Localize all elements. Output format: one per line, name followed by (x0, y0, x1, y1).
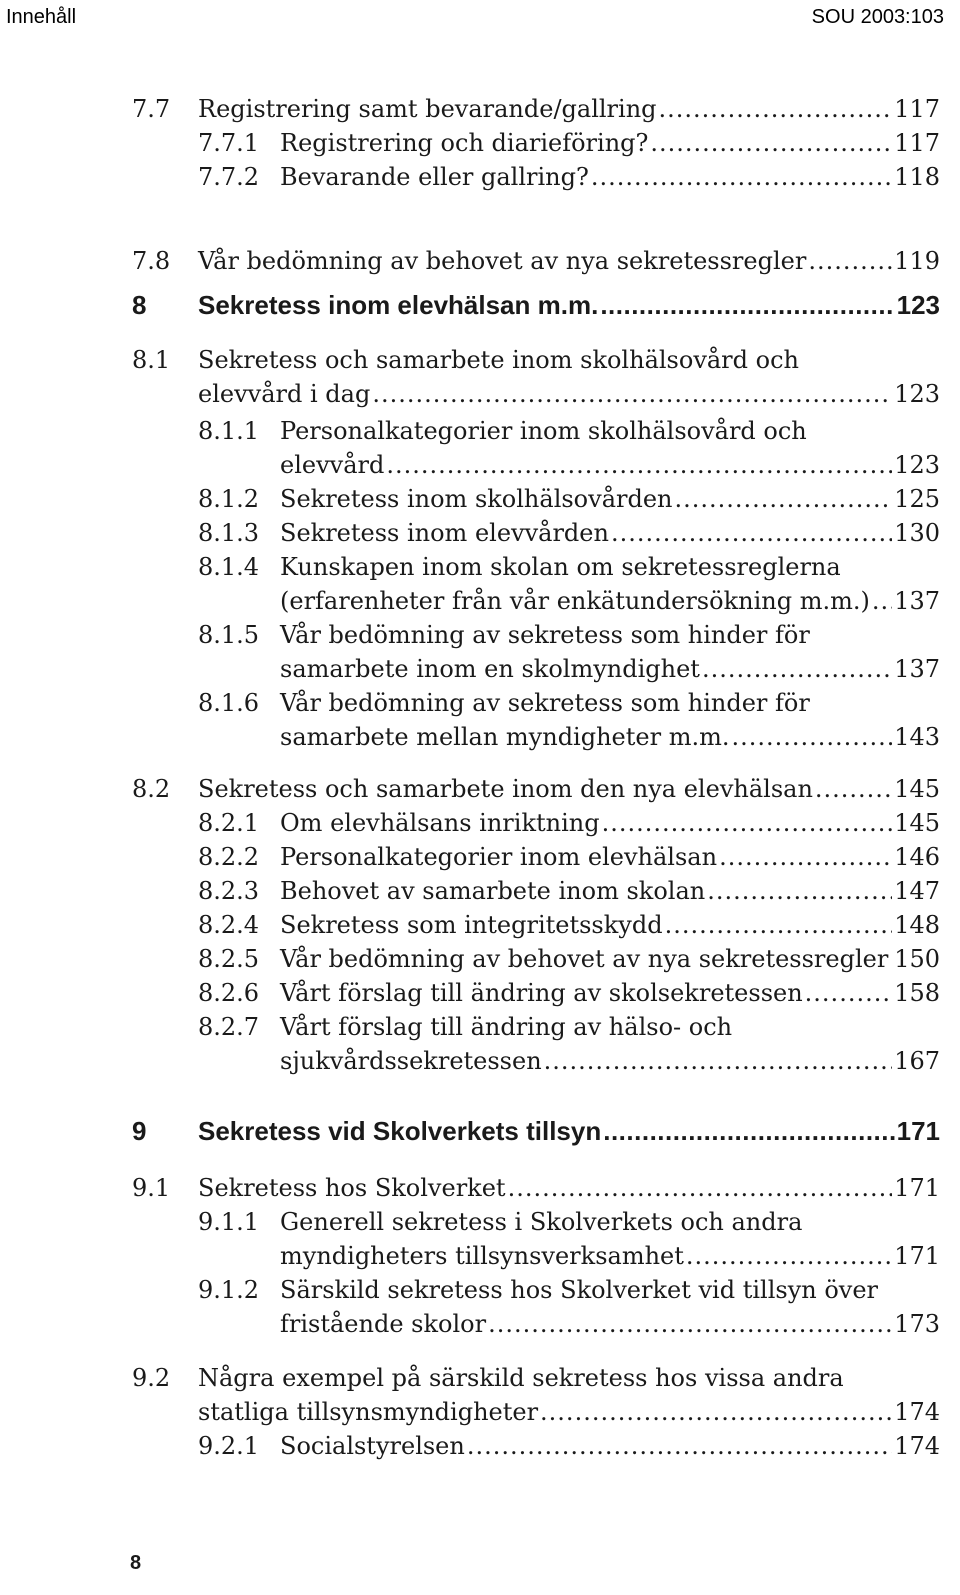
toc-entry-line (198, 1361, 844, 1395)
toc-entry-title: Sekretess inom elevvården (280, 519, 609, 547)
toc-entry-title: fristående skolor (280, 1310, 487, 1338)
toc-entry-title: Vår bedömning av sekretess som hinder för (280, 689, 810, 717)
toc-entry-title: (erfarenheter från vår enkätundersökning m.m.) (280, 587, 870, 615)
toc-entry-number: 9.2.1 (198, 1432, 260, 1460)
toc-entry-line (198, 1171, 940, 1205)
toc-entry-page: 117 (894, 95, 940, 123)
toc-entry-page: 148 (894, 911, 940, 939)
toc-entry-page: 123 (896, 290, 940, 320)
toc-entry-line (280, 1429, 940, 1463)
toc-entry-number: 8.2.7 (198, 1013, 260, 1041)
toc-entry-title: samarbete inom en skolmyndighet (280, 655, 700, 683)
toc-entry-number: 9.2 (132, 1364, 171, 1392)
dot-leader (702, 652, 892, 686)
toc-entry-line (280, 874, 940, 908)
toc-entry-number: 8.1.4 (198, 553, 260, 581)
dot-leader (602, 806, 893, 840)
toc-entry-title: Sekretess inom skolhälsovården (280, 485, 673, 513)
toc-entry-number: 7.8 (132, 247, 171, 275)
toc-entry-line (280, 806, 940, 840)
dot-leader (675, 482, 893, 516)
toc-entry-line (280, 584, 940, 618)
dot-leader (600, 288, 894, 322)
toc-entry-title: Personalkategorier inom skolhälsovård och (280, 417, 807, 445)
dot-leader (719, 840, 892, 874)
dot-leader (890, 942, 892, 976)
toc-entry-title: Några exempel på särskild sekretess hos vissa andra (198, 1364, 844, 1392)
dot-leader (603, 1114, 894, 1148)
toc-entry-page: 125 (894, 485, 940, 513)
toc-entry-page: 117 (894, 129, 940, 157)
toc-entry-title: myndigheters tillsynsverksamhet (280, 1242, 684, 1270)
toc-entry-title: Behovet av samarbete inom skolan (280, 877, 706, 905)
toc-entry-page: 171 (896, 1116, 940, 1146)
toc-entry-title: Kunskapen inom skolan om sekretessreglerna (280, 553, 841, 581)
toc-entry-title: Registrering och diarieföring? (280, 129, 649, 157)
toc-entry-line (198, 343, 799, 377)
toc-entry-number: 8.2 (132, 775, 171, 803)
toc-entry-title: Sekretess inom elevhälsan m.m. (198, 290, 599, 320)
toc-entry-line (280, 652, 940, 686)
dot-leader (665, 908, 893, 942)
toc-entry-line (280, 482, 940, 516)
dot-leader (386, 448, 892, 482)
toc-entry-number: 9 (132, 1116, 147, 1146)
toc-entry-title: elevvård i dag (198, 380, 371, 408)
toc-entry-number: 8.2.2 (198, 843, 260, 871)
toc-entry-line (280, 126, 940, 160)
toc-entry-page: 167 (894, 1047, 940, 1075)
dot-leader (540, 1395, 892, 1429)
toc-entry-title: Sekretess som integritetsskydd (280, 911, 663, 939)
toc-entry-line (198, 288, 940, 322)
dot-leader (544, 1044, 893, 1078)
dot-leader (805, 976, 893, 1010)
toc-entry-page: 174 (894, 1398, 940, 1426)
toc-entry-title: Sekretess vid Skolverkets tillsyn (198, 1116, 602, 1146)
toc-entry-line (198, 1114, 940, 1148)
toc-entry-title: Socialstyrelsen (280, 1432, 465, 1460)
toc-entry-line (280, 414, 807, 448)
toc-entry-title: Vårt förslag till ändring av skolsekretessen (280, 979, 803, 1007)
toc-entry-title: Vår bedömning av behovet av nya sekretessregler (198, 247, 807, 275)
toc-entry-page: 174 (894, 1432, 940, 1460)
toc-entry-line (198, 377, 940, 411)
toc-entry-title: samarbete mellan myndigheter m.m. (280, 723, 730, 751)
toc-entry-number: 8 (132, 290, 147, 320)
toc-entry-line (198, 772, 940, 806)
toc-entry-line (280, 1044, 940, 1078)
toc-entry-number: 8.1.5 (198, 621, 260, 649)
dot-leader (372, 377, 892, 411)
toc-entry-number: 8.1.6 (198, 689, 260, 717)
dot-leader (872, 584, 892, 618)
toc-entry-line (198, 1395, 940, 1429)
toc-entry-title: Vår bedömning av behovet av nya sekretessregler (280, 945, 889, 973)
toc-entry-number: 8.2.4 (198, 911, 260, 939)
toc-entry-title: Särskild sekretess hos Skolverket vid tillsyn över (280, 1276, 879, 1304)
dot-leader (815, 772, 892, 806)
toc-entry-title: Vårt förslag till ändring av hälso- och (280, 1013, 733, 1041)
toc-entry-line (280, 160, 940, 194)
running-head-publication: SOU 2003:103 (811, 6, 944, 28)
toc-entry-line (280, 976, 940, 1010)
dot-leader (686, 1239, 892, 1273)
toc-entry-page: 158 (894, 979, 940, 1007)
dot-leader (808, 244, 892, 278)
toc-entry-number: 8.1 (132, 346, 171, 374)
toc-entry-number: 9.1 (132, 1174, 171, 1202)
toc-entry-page: 123 (894, 380, 940, 408)
dot-leader (508, 1171, 893, 1205)
toc-entry-title: elevvård (280, 451, 385, 479)
dot-leader (488, 1307, 892, 1341)
toc-entry-number: 9.1.2 (198, 1276, 260, 1304)
toc-entry-number: 8.2.3 (198, 877, 260, 905)
toc-entry-number: 8.1.2 (198, 485, 260, 513)
toc-entry-line (280, 516, 940, 550)
toc-entry-line (198, 92, 940, 126)
toc-entry-page: 150 (894, 945, 940, 973)
toc-entry-number: 8.1.1 (198, 417, 260, 445)
toc-entry-line (280, 550, 841, 584)
toc-entry-page: 171 (894, 1174, 940, 1202)
toc-entry-title: Sekretess hos Skolverket (198, 1174, 506, 1202)
dot-leader (467, 1429, 892, 1463)
toc-entry-title: Sekretess och samarbete inom skolhälsovård och (198, 346, 799, 374)
toc-entry-title: Personalkategorier inom elevhälsan (280, 843, 718, 871)
toc-entry-title: statliga tillsynsmyndigheter (198, 1398, 539, 1426)
toc-entry-number: 7.7.1 (198, 129, 260, 157)
toc-entry-number: 8.2.6 (198, 979, 260, 1007)
toc-entry-page: 119 (894, 247, 940, 275)
toc-entry-page: 145 (894, 775, 940, 803)
toc-entry-number: 8.2.1 (198, 809, 260, 837)
dot-leader (731, 720, 892, 754)
toc-entry-line (280, 1239, 940, 1273)
toc-entry-number: 9.1.1 (198, 1208, 260, 1236)
toc-entry-number: 7.7.2 (198, 163, 260, 191)
toc-entry-page: 171 (894, 1242, 940, 1270)
toc-entry-title: Vår bedömning av sekretess som hinder för (280, 621, 810, 649)
toc-entry-title: Generell sekretess i Skolverkets och andra (280, 1208, 803, 1236)
toc-entry-number: 7.7 (132, 95, 171, 123)
toc-entry-page: 118 (894, 163, 940, 191)
toc-entry-line (280, 448, 940, 482)
toc-entry-title: Bevarande eller gallring? (280, 163, 589, 191)
toc-entry-page: 143 (894, 723, 940, 751)
toc-entry-number: 8.1.3 (198, 519, 260, 547)
toc-entry-line (280, 686, 810, 720)
page-header (0, 0, 960, 40)
running-head-section: Innehåll (6, 6, 77, 28)
toc-entry-line (280, 1307, 940, 1341)
toc-entry-number: 8.2.5 (198, 945, 260, 973)
toc-entry-line (280, 840, 940, 874)
toc-entry-line (280, 1205, 802, 1239)
dot-leader (591, 160, 892, 194)
page-number: 8 (130, 1552, 142, 1574)
dot-leader (659, 92, 893, 126)
toc-entry-line (198, 244, 940, 278)
toc-entry-page: 145 (894, 809, 940, 837)
toc-entry-line (280, 1273, 878, 1307)
toc-entry-title: sjukvårdssekretessen (280, 1047, 542, 1075)
toc-entry-line (280, 720, 940, 754)
toc-entry-page: 137 (894, 655, 940, 683)
dot-leader (707, 874, 892, 908)
toc-entry-page: 147 (894, 877, 940, 905)
dot-leader (611, 516, 892, 550)
toc-entry-title: Om elevhälsans inriktning (280, 809, 600, 837)
toc-entry-line (280, 1010, 732, 1044)
toc-entry-page: 146 (894, 843, 940, 871)
toc-entry-title: Registrering samt bevarande/gallring (198, 95, 657, 123)
toc-entry-page: 130 (894, 519, 940, 547)
toc-entry-line (280, 908, 940, 942)
toc-entry-line (280, 618, 810, 652)
dot-leader (650, 126, 892, 160)
toc-entry-page: 173 (894, 1310, 940, 1338)
toc-entry-line (280, 942, 940, 976)
toc-entry-page: 137 (894, 587, 940, 615)
toc-entry-page: 123 (894, 451, 940, 479)
toc-entry-title: Sekretess och samarbete inom den nya elevhälsan (198, 775, 813, 803)
